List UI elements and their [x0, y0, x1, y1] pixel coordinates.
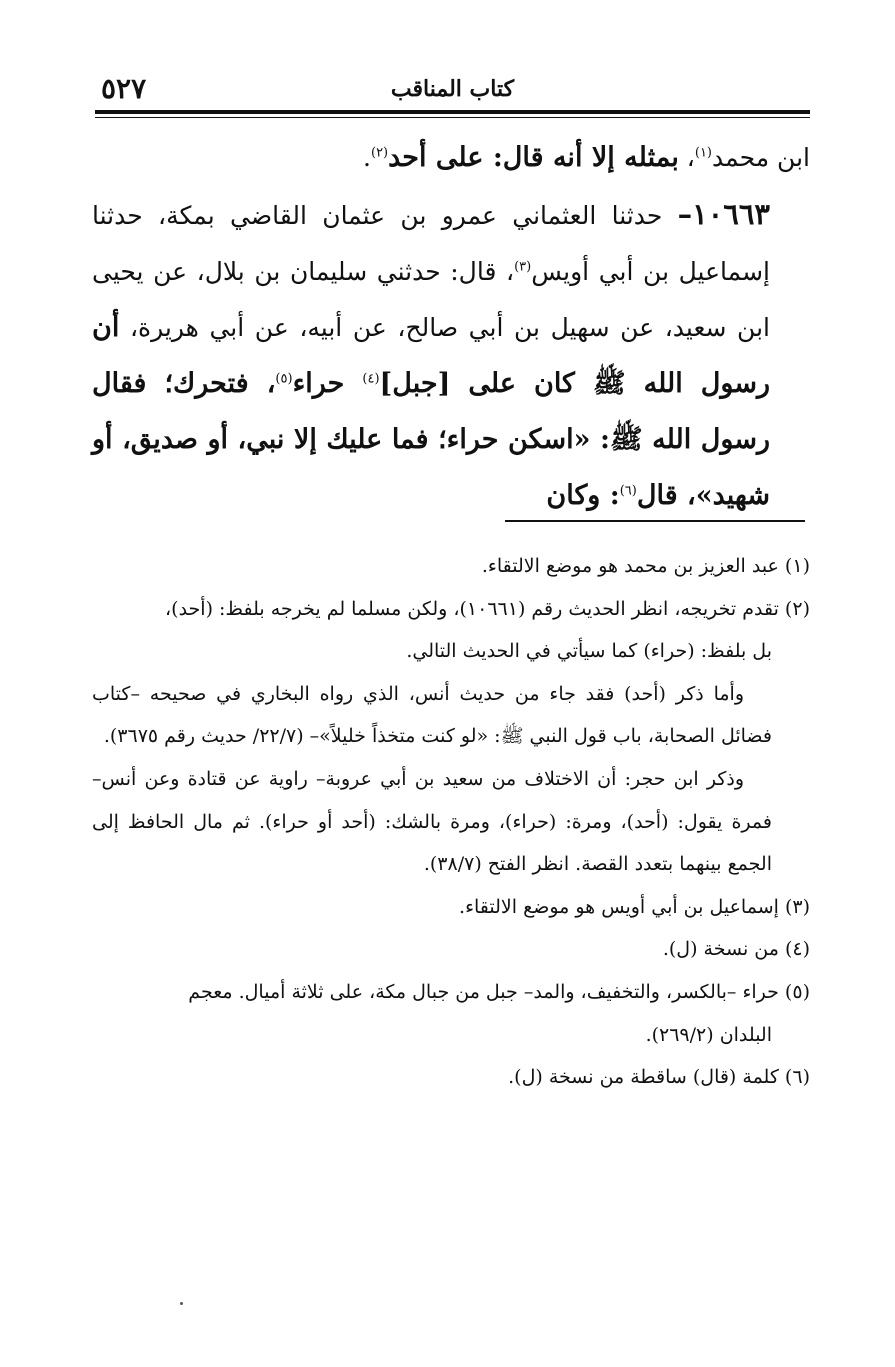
footnote-ref-3: (٣) [514, 259, 532, 275]
footnote-ref-6: (٦) [619, 483, 637, 499]
speck [180, 1302, 183, 1305]
footnote-5: (٥) حراء –بالكسر، والتخفيف، والمد– جبل من جبال مكة، على ثلاثة أميال. معجم [188, 980, 810, 1003]
header-rule-thick [95, 110, 810, 114]
footnote-2-continuation: بل بلفظ: (حراء) كما سيأتي في الحديث التالي. [406, 640, 772, 663]
footnote-4: (٤) من نسخة (ل). [662, 938, 810, 961]
running-title: كتاب المناقب [390, 76, 515, 102]
header-rule-thin [95, 117, 810, 118]
footnote-2: (٢) تقدم تخريجه، انظر الحديث رقم (١٠٦٦١)، ولكن مسلما لم يخرجه بلفظ: (أحد)، [165, 597, 810, 620]
hadith-paragraph: ١٠٦٦٣– حدثنا العثماني عمرو بن عثمان القاضي بمكة، حدثنا إسماعيل بن أبي أويس$^{(٣)}$، قال: حدثني سليمان بن بلال، عن يحيى ابن سعيد، عن سهيل بن أبي صالح، عن أبيه، عن أبي هريرة، أن رسول الله ﷺ كان على [جبل]$^{(٤)}$ حراء$^{(٥)}$، فتحرك؛ فقال رسول الله ﷺ: «اسكن حراء؛ فما عليك إلا نبي، أو صديق، أو شهيد»، قال$^{(٦)}$: وكان [92, 197, 770, 511]
footnote-ref-4: (٤) [362, 371, 380, 387]
footnote-ref-2: (٢) [370, 145, 389, 161]
continuation-line: ابن محمد$^{(١)}$، بمثله إلا أنه قال: على أحد$^{(٢)}$. [363, 142, 810, 173]
footnote-2-paragraph: وذكر ابن حجر: أن الاختلاف من سعيد بن أبي عروبة– راوية عن قتادة وعن أنس– فمرة يقول: (أحد)، ومرة: (حراء)، ومرة بالشك: (أحد أو حراء). ثم مال الحافظ إلى الجمع بينهما بتعدد القصة. انظر الفتح (٣٨/٧). [92, 767, 772, 876]
footnote-6: (٦) كلمة (قال) ساقطة من نسخة (ل). [508, 1066, 810, 1089]
bold-text: بمثله إلا أنه قال: على أحد [388, 142, 679, 173]
main-text [92, 130, 810, 524]
page-number: ٥٢٧ [101, 72, 147, 105]
bold-matn: أن رسول الله ﷺ كان على [جبل] [92, 312, 770, 399]
page-header [95, 72, 810, 112]
hadith-number: ١٠٦٦٣– [677, 197, 770, 231]
footnote-ref-1: (١) [694, 145, 712, 161]
footnote-1: (١) عبد العزيز بن محمد هو موضع الالتقاء. [481, 555, 810, 577]
footnote-2-paragraph: وأما ذكر (أحد) فقد جاء من حديث أنس، الذي رواه البخاري في صحيحه –كتاب فضائل الصحابة، باب قول النبي ﷺ: «لو كنت متخذاً خليلاً»– (٢٢/٧/ حديث رقم ٣٦٧٥). [92, 682, 772, 748]
footnotes [92, 545, 810, 1099]
footnote-separator [505, 520, 805, 522]
footnote-5-continuation: البلدان (٢٦٩/٢). [645, 1023, 772, 1046]
footnote-ref-5: (٥) [275, 371, 293, 387]
footnote-3: (٣) إسماعيل بن أبي أويس هو موضع الالتقاء. [459, 895, 810, 918]
